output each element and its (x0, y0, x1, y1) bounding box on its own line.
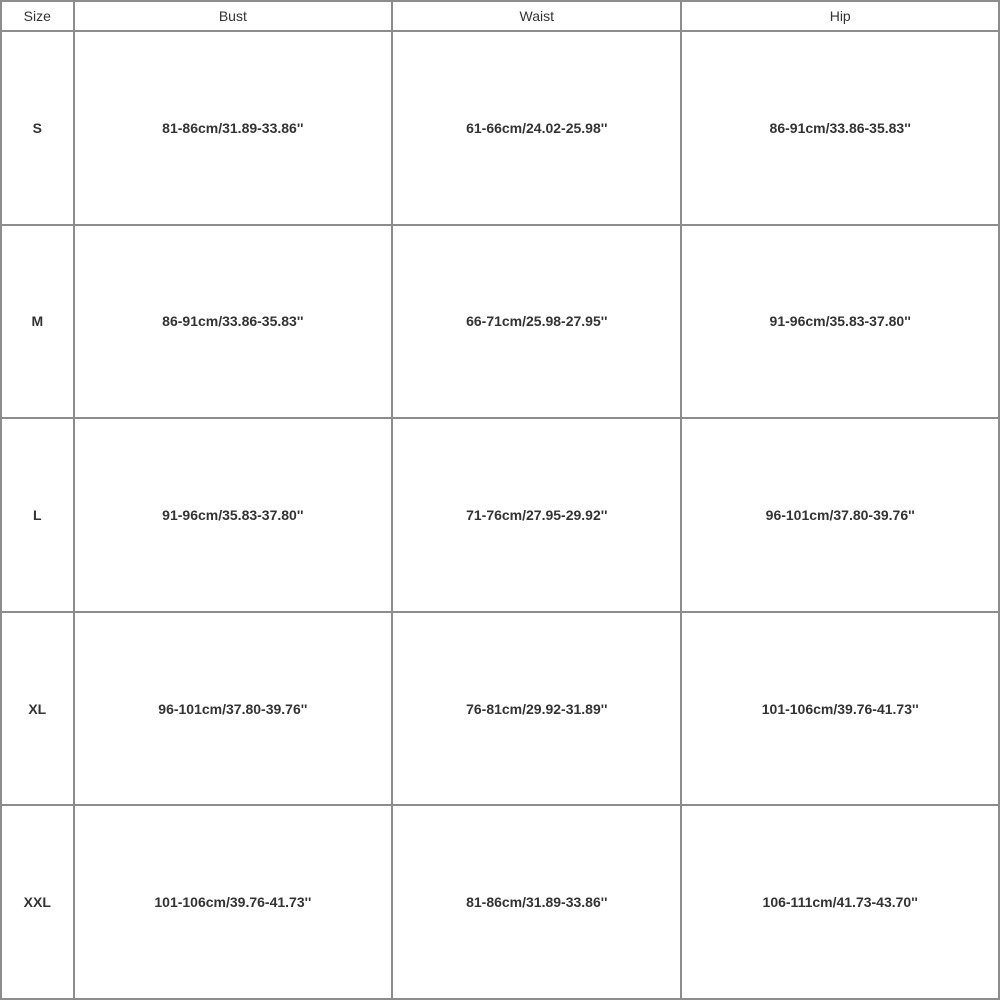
cell-size: XXL (2, 806, 73, 998)
cell-waist: 76-81cm/29.92-31.89'' (393, 613, 680, 805)
cell-hip: 106-111cm/41.73-43.70'' (682, 806, 998, 998)
cell-waist: 71-76cm/27.95-29.92'' (393, 419, 680, 611)
cell-size: XL (2, 613, 73, 805)
cell-size: L (2, 419, 73, 611)
cell-waist: 81-86cm/31.89-33.86'' (393, 806, 680, 998)
table-row (2, 226, 998, 418)
cell-hip: 101-106cm/39.76-41.73'' (682, 613, 998, 805)
cell-bust: 96-101cm/37.80-39.76'' (75, 613, 392, 805)
cell-bust: 91-96cm/35.83-37.80'' (75, 419, 392, 611)
table-row (2, 419, 998, 611)
cell-bust: 86-91cm/33.86-35.83'' (75, 226, 392, 418)
cell-waist: 61-66cm/24.02-25.98'' (393, 32, 680, 224)
header-waist: Waist (393, 2, 680, 30)
cell-hip: 91-96cm/35.83-37.80'' (682, 226, 998, 418)
header-size: Size (2, 2, 73, 30)
cell-hip: 96-101cm/37.80-39.76'' (682, 419, 998, 611)
table-row (2, 613, 998, 805)
header-bust: Bust (75, 2, 392, 30)
table-row (2, 806, 998, 998)
table-row (2, 32, 998, 224)
cell-size: S (2, 32, 73, 224)
cell-size: M (2, 226, 73, 418)
cell-hip: 86-91cm/33.86-35.83'' (682, 32, 998, 224)
cell-waist: 66-71cm/25.98-27.95'' (393, 226, 680, 418)
table-header-row (2, 2, 998, 30)
cell-bust: 81-86cm/31.89-33.86'' (75, 32, 392, 224)
header-hip: Hip (682, 2, 998, 30)
cell-bust: 101-106cm/39.76-41.73'' (75, 806, 392, 998)
